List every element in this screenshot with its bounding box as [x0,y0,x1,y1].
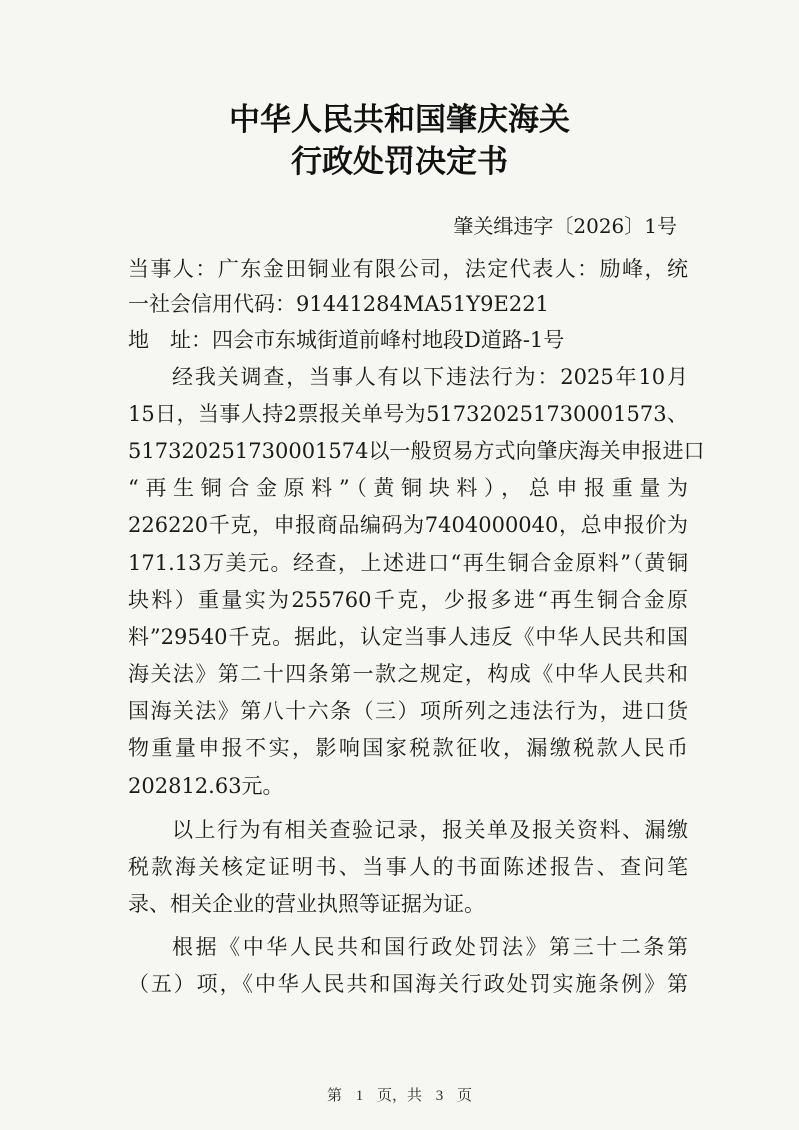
document-title-line2: 行政处罚决定书 [291,144,508,180]
body-line: 15日，当事人持2票报关单号为517320251730001573、 [128,402,688,426]
page-footer [0,1084,799,1105]
body-line: 录、相关企业的营业执照等证据为证。 [128,892,485,916]
body-line: （五）项，《中华人民共和国海关行政处罚实施条例》第 [128,972,688,996]
party-line: 当事人：广东金田铜业有限公司，法定代表人：励峰，统 [128,257,688,281]
body-line: 海关法》第二十四条第一款之规定，构成《中华人民共和 [128,662,688,686]
footer-total-pages: 3 [435,1088,444,1104]
document-number: 肇关缉违字〔2026〕1号 [453,214,677,238]
body-line: 226220千克，申报商品编码为7404000040，总申报价为 [128,513,688,537]
body-line: 根据《中华人民共和国行政处罚法》第三十二条第 [172,935,688,959]
body-line: 块料）重量实为255760千克，少报多进“再生铜合金原 [128,588,688,612]
footer-suffix: 页 [457,1088,473,1104]
body-line: 经我关调查，当事人有以下违法行为：2025年10月 [172,365,688,389]
body-line: 以上行为有相关查验记录，报关单及报关资料、漏缴 [172,818,688,842]
body-line: 料”29540千克。据此，认定当事人违反《中华人民共和国 [128,625,688,649]
body-line: 国海关法》第八十六条（三）项所列之违法行为，进口货 [128,699,688,723]
body-line: “再生铜合金原料”（黄铜块料），总申报重量为 [128,476,688,500]
body-line: 517320251730001574以一般贸易方式向肇庆海关申报进口 [128,439,705,463]
party-line: 一社会信用代码：91441284MA51Y9E221 [128,292,549,316]
footer-middle: 页，共 [376,1088,422,1104]
body-line: 202812.63元。 [128,774,284,798]
body-line: 物重量申报不实，影响国家税款征收，漏缴税款人民币 [128,736,688,760]
footer-prefix: 第 [326,1088,342,1104]
body-line: 税款海关核定证明书、当事人的书面陈述报告、查问笔 [128,855,688,879]
party-address-line: 地 址：四会市东城街道前峰村地段D道路-1号 [128,328,565,352]
body-line: 171.13万美元。经查，上述进口“再生铜合金原料”（黄铜 [128,551,688,575]
footer-page-number: 1 [355,1088,364,1104]
document-title-line1: 中华人民共和国肇庆海关 [229,102,570,138]
